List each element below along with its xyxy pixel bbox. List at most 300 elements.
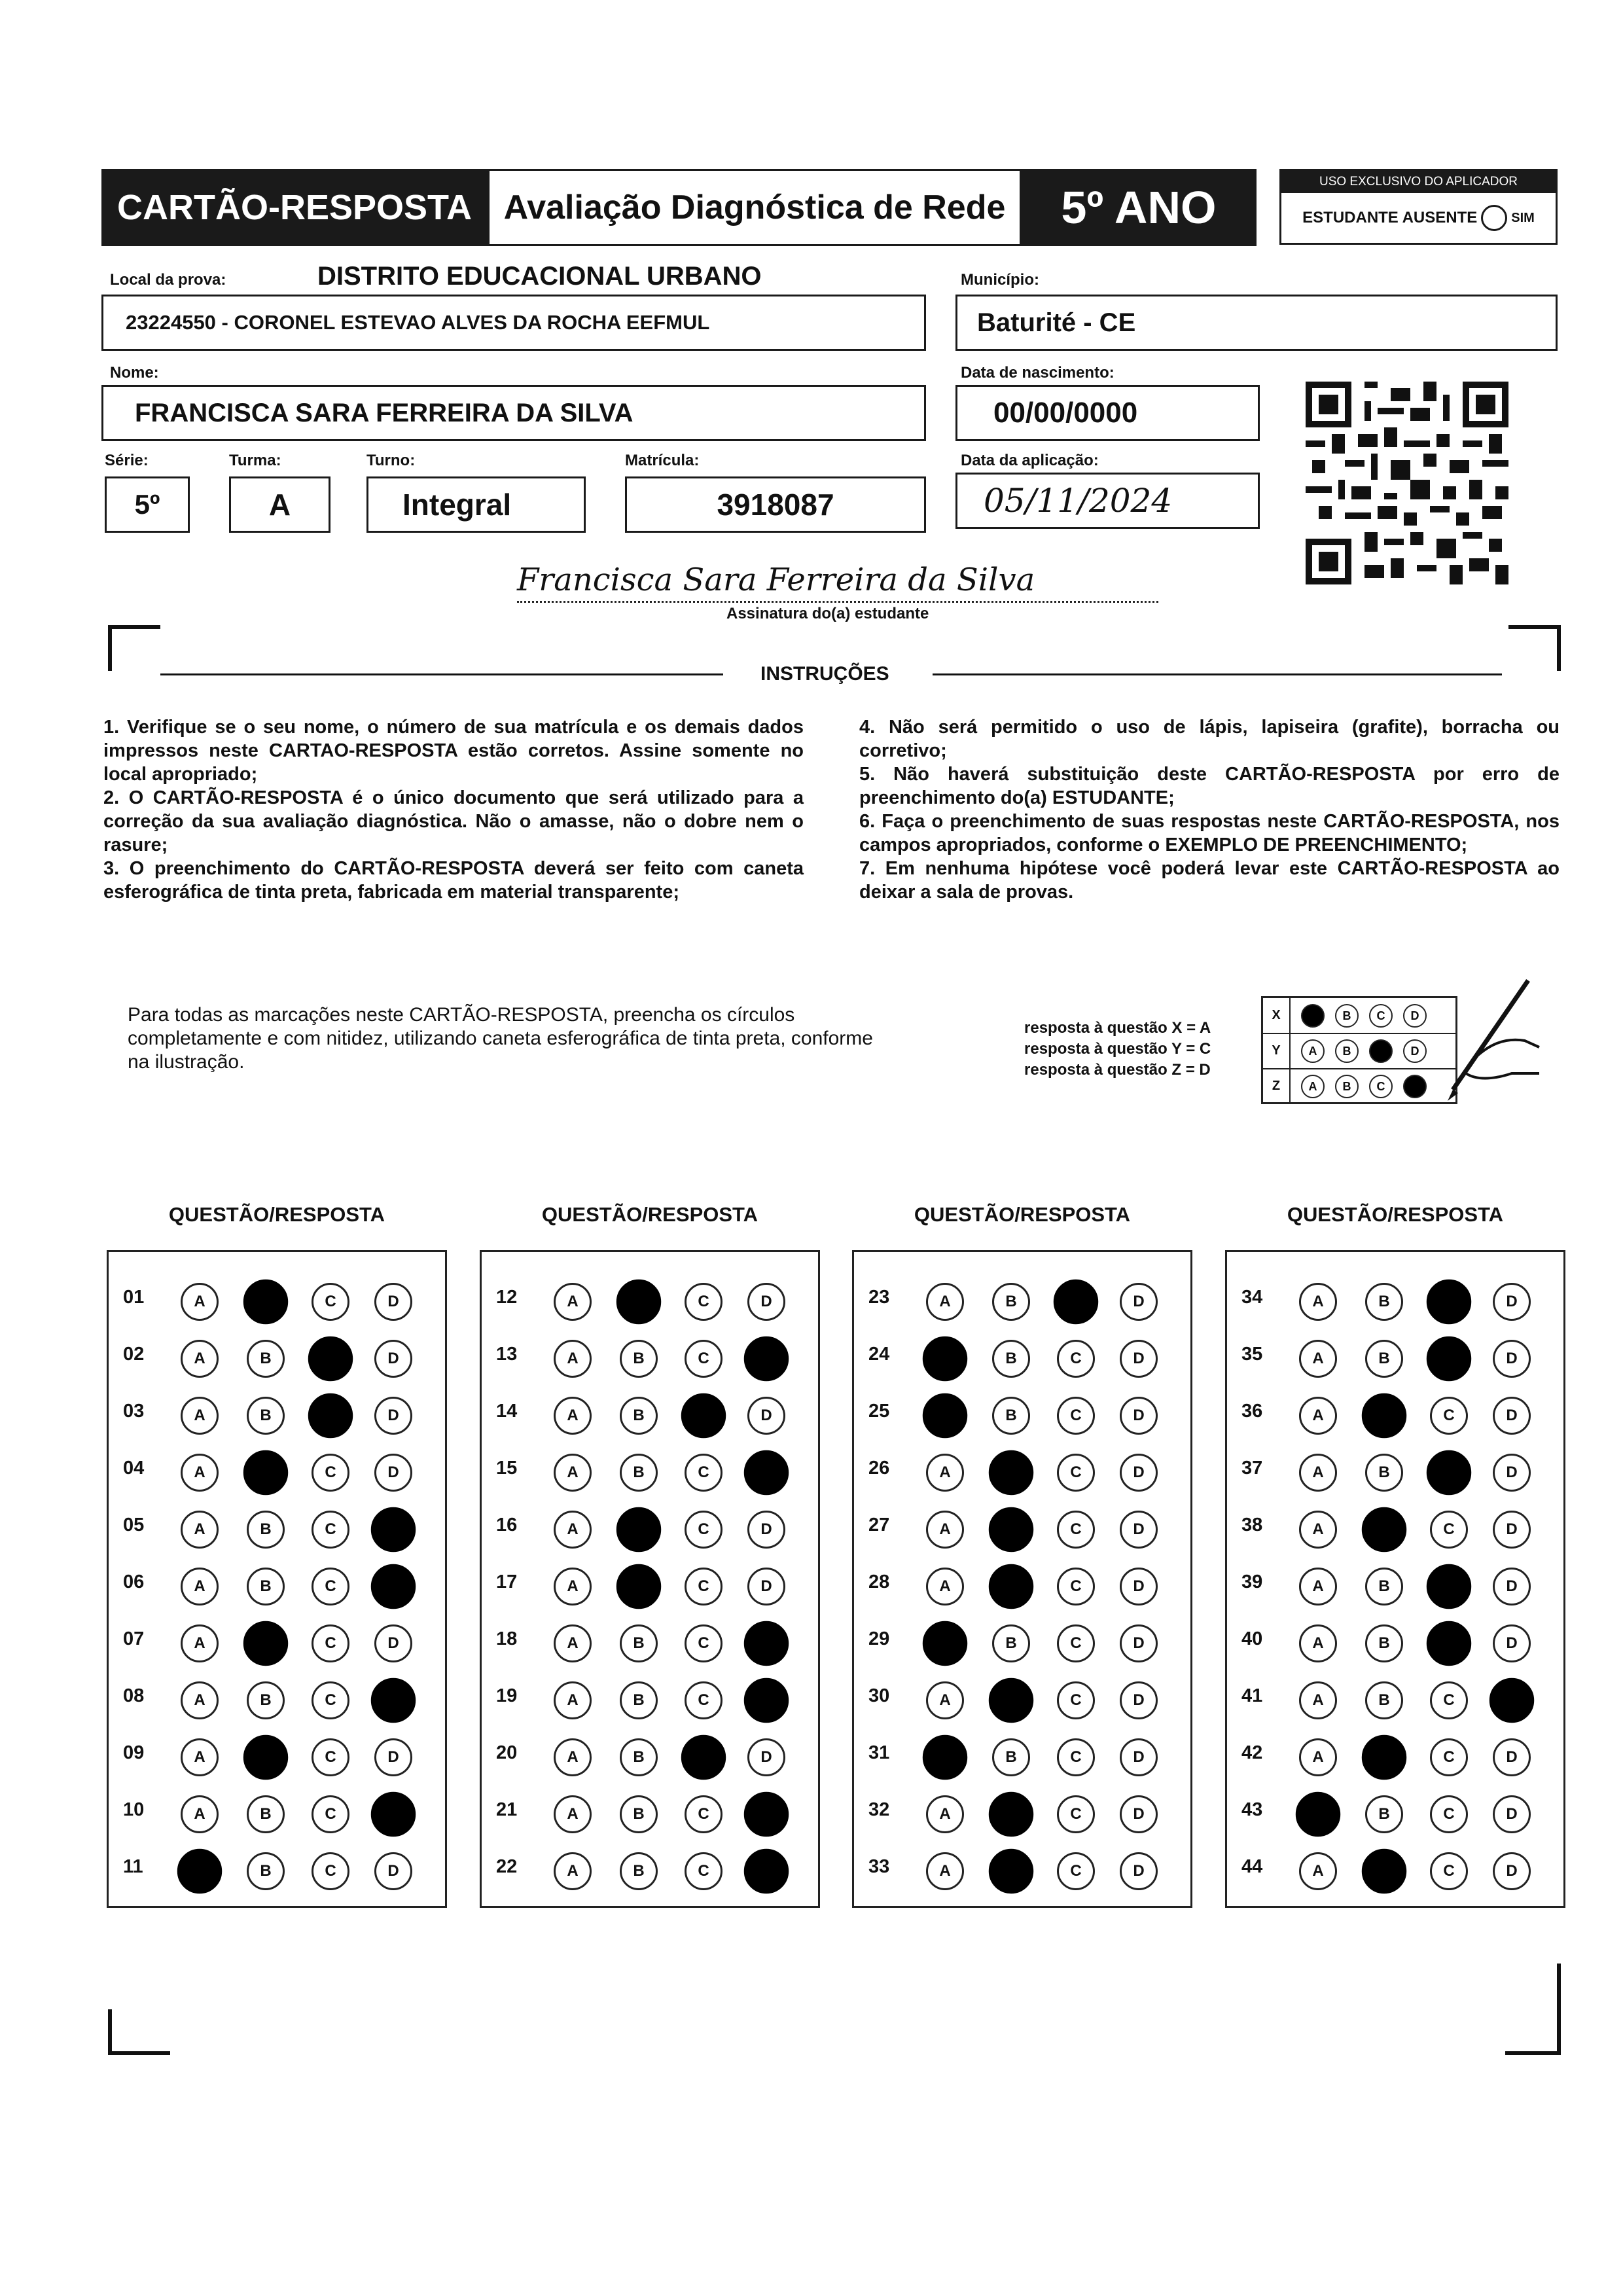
example-bubble-c: C bbox=[1369, 1004, 1393, 1028]
answer-bubble-d[interactable]: D bbox=[1120, 1681, 1158, 1719]
answer-bubble-d[interactable]: D bbox=[1493, 1795, 1531, 1833]
answer-bubble-b[interactable]: B bbox=[247, 1681, 285, 1719]
answer-bubble-c[interactable]: C bbox=[681, 1735, 726, 1780]
instructions-left bbox=[103, 715, 804, 904]
absent-checkbox[interactable] bbox=[1481, 205, 1507, 231]
question-row bbox=[854, 1731, 1190, 1783]
question-row bbox=[109, 1617, 445, 1669]
answer-bubble-b[interactable]: B bbox=[1365, 1340, 1403, 1378]
answer-bubble-d[interactable]: D bbox=[1120, 1568, 1158, 1605]
question-number: 21 bbox=[496, 1799, 518, 1820]
answer-bubble-d[interactable]: D bbox=[1120, 1283, 1158, 1321]
answer-bubble-b[interactable]: B bbox=[620, 1681, 658, 1719]
answer-bubble-b[interactable]: B bbox=[616, 1564, 661, 1609]
question-row bbox=[1227, 1332, 1563, 1384]
answer-bubble-b[interactable]: B bbox=[620, 1738, 658, 1776]
answer-bubble-a[interactable]: A bbox=[181, 1568, 219, 1605]
answer-bubble-c[interactable]: C bbox=[681, 1393, 726, 1438]
question-row bbox=[109, 1787, 445, 1840]
answer-bubble-d[interactable]: D bbox=[374, 1624, 412, 1662]
question-row bbox=[482, 1844, 818, 1897]
instructions-right bbox=[859, 715, 1560, 904]
nascimento-label: Data de nascimento: bbox=[961, 364, 1115, 382]
question-number: 38 bbox=[1241, 1515, 1263, 1535]
answer-bubble-d[interactable]: D bbox=[374, 1852, 412, 1890]
answer-bubble-c[interactable]: C bbox=[685, 1624, 722, 1662]
question-number: 09 bbox=[123, 1742, 145, 1763]
answer-bubble-b[interactable]: B bbox=[247, 1568, 285, 1605]
answer-bubble-b[interactable]: B bbox=[247, 1340, 285, 1378]
answer-bubble-c[interactable]: C bbox=[1057, 1568, 1095, 1605]
question-number: 08 bbox=[123, 1685, 145, 1706]
question-row bbox=[482, 1617, 818, 1669]
instruction-5: 5. Não haverá substituição deste CARTÃO-RESPOSTA por erro de preenchimento do(a) ESTUDANTE; bbox=[859, 764, 1560, 808]
answer-bubble-a[interactable]: A bbox=[1299, 1340, 1337, 1378]
answer-bubble-c[interactable]: C bbox=[1427, 1450, 1471, 1495]
answer-bubble-b[interactable]: B bbox=[1362, 1735, 1406, 1780]
answer-column-title-4: QUESTÃO/RESPOSTA bbox=[1287, 1203, 1504, 1226]
question-number: 05 bbox=[123, 1515, 145, 1535]
answer-bubble-c[interactable]: C bbox=[685, 1283, 722, 1321]
answer-bubble-a[interactable]: A bbox=[181, 1511, 219, 1549]
answer-bubble-b[interactable]: B bbox=[620, 1454, 658, 1492]
answer-bubble-b[interactable]: B bbox=[992, 1283, 1030, 1321]
answer-bubble-c[interactable]: C bbox=[312, 1852, 349, 1890]
question-row bbox=[482, 1674, 818, 1726]
answer-bubble-a[interactable]: A bbox=[554, 1852, 592, 1890]
answer-bubble-d[interactable]: D bbox=[1120, 1454, 1158, 1492]
nome-field: FRANCISCA SARA FERREIRA DA SILVA bbox=[101, 385, 926, 441]
answer-bubble-a[interactable]: A bbox=[554, 1283, 592, 1321]
answer-bubble-d[interactable]: D bbox=[1489, 1678, 1534, 1723]
answer-bubble-c[interactable]: C bbox=[312, 1283, 349, 1321]
question-number: 37 bbox=[1241, 1458, 1263, 1479]
answer-bubble-b[interactable]: B bbox=[1365, 1283, 1403, 1321]
answer-bubble-a[interactable]: A bbox=[923, 1393, 967, 1438]
answer-bubble-d[interactable]: D bbox=[1120, 1340, 1158, 1378]
question-row bbox=[109, 1503, 445, 1555]
question-row bbox=[854, 1446, 1190, 1498]
question-number: 36 bbox=[1241, 1401, 1263, 1422]
answer-bubble-c[interactable]: C bbox=[685, 1568, 722, 1605]
answer-bubble-c[interactable]: C bbox=[1057, 1454, 1095, 1492]
answer-bubble-c[interactable]: C bbox=[1427, 1336, 1471, 1381]
question-number: 27 bbox=[868, 1515, 890, 1535]
question-row bbox=[854, 1844, 1190, 1897]
instructions-title: INSTRUÇÕES bbox=[760, 663, 889, 685]
answer-bubble-b[interactable]: B bbox=[992, 1340, 1030, 1378]
answer-bubble-a[interactable]: A bbox=[1299, 1852, 1337, 1890]
question-row bbox=[854, 1787, 1190, 1840]
answer-bubble-b[interactable]: B bbox=[989, 1507, 1033, 1552]
answer-bubble-b[interactable]: B bbox=[992, 1397, 1030, 1435]
answer-bubble-a[interactable]: A bbox=[1296, 1792, 1340, 1837]
answer-bubble-c[interactable]: C bbox=[312, 1568, 349, 1605]
answer-bubble-d[interactable]: D bbox=[1493, 1397, 1531, 1435]
question-number: 34 bbox=[1241, 1287, 1263, 1308]
answer-bubble-d[interactable]: D bbox=[1120, 1852, 1158, 1890]
answer-panel-2 bbox=[480, 1250, 820, 1908]
answer-bubble-a[interactable]: A bbox=[926, 1511, 964, 1549]
answer-bubble-c[interactable]: C bbox=[312, 1738, 349, 1776]
answer-column-title-2: QUESTÃO/RESPOSTA bbox=[541, 1203, 758, 1226]
answer-bubble-c[interactable]: C bbox=[1430, 1852, 1468, 1890]
answer-bubble-c[interactable]: C bbox=[1057, 1795, 1095, 1833]
answer-bubble-d[interactable]: D bbox=[371, 1678, 416, 1723]
aplicacao-label: Data da aplicação: bbox=[961, 452, 1099, 469]
pen-illustration-icon bbox=[1427, 975, 1541, 1106]
signature-label: Assinatura do(a) estudante bbox=[726, 605, 929, 622]
answer-bubble-a[interactable]: A bbox=[1299, 1454, 1337, 1492]
answer-bubble-c[interactable]: C bbox=[1057, 1397, 1095, 1435]
answer-bubble-a[interactable]: A bbox=[177, 1849, 222, 1893]
answer-bubble-a[interactable]: A bbox=[181, 1738, 219, 1776]
answer-bubble-d[interactable]: D bbox=[1120, 1397, 1158, 1435]
nascimento-field: 00/00/0000 bbox=[955, 385, 1260, 441]
example-bubble-d: D bbox=[1403, 1039, 1427, 1063]
example-row-label: X bbox=[1263, 998, 1291, 1034]
answer-bubble-b[interactable]: B bbox=[992, 1738, 1030, 1776]
answer-bubble-d[interactable]: D bbox=[747, 1511, 785, 1549]
answer-bubble-a[interactable]: A bbox=[1299, 1397, 1337, 1435]
question-number: 35 bbox=[1241, 1344, 1263, 1365]
answer-bubble-a[interactable]: A bbox=[1299, 1738, 1337, 1776]
example-bubble-a: A bbox=[1301, 1075, 1325, 1098]
question-row bbox=[1227, 1844, 1563, 1897]
answer-bubble-a[interactable]: A bbox=[554, 1624, 592, 1662]
question-number: 16 bbox=[496, 1515, 518, 1535]
answer-bubble-a[interactable]: A bbox=[1299, 1283, 1337, 1321]
answer-bubble-c[interactable]: C bbox=[1430, 1738, 1468, 1776]
answer-bubble-c[interactable]: C bbox=[1430, 1681, 1468, 1719]
serie-field: 5º bbox=[105, 476, 190, 533]
question-row bbox=[854, 1560, 1190, 1612]
example-bubble-d: D bbox=[1403, 1075, 1427, 1098]
local-label: Local da prova: bbox=[110, 271, 226, 289]
question-number: 44 bbox=[1241, 1856, 1263, 1877]
answer-bubble-a[interactable]: A bbox=[181, 1397, 219, 1435]
question-row bbox=[109, 1731, 445, 1783]
example-bubble-b: B bbox=[1335, 1039, 1359, 1063]
answer-bubble-b[interactable]: B bbox=[1362, 1849, 1406, 1893]
question-row bbox=[1227, 1275, 1563, 1327]
answer-bubble-c[interactable]: C bbox=[312, 1681, 349, 1719]
question-row bbox=[109, 1446, 445, 1498]
answer-bubble-c[interactable]: C bbox=[312, 1511, 349, 1549]
question-row bbox=[482, 1332, 818, 1384]
answer-bubble-a[interactable]: A bbox=[554, 1340, 592, 1378]
answer-bubble-a[interactable]: A bbox=[554, 1454, 592, 1492]
question-row bbox=[1227, 1503, 1563, 1555]
answer-bubble-a[interactable]: A bbox=[926, 1568, 964, 1605]
answer-bubble-c[interactable]: C bbox=[685, 1795, 722, 1833]
question-number: 22 bbox=[496, 1856, 518, 1877]
question-row bbox=[1227, 1674, 1563, 1726]
answer-bubble-a[interactable]: A bbox=[181, 1454, 219, 1492]
answer-bubble-d[interactable]: D bbox=[371, 1507, 416, 1552]
question-row bbox=[854, 1275, 1190, 1327]
question-row bbox=[1227, 1560, 1563, 1612]
answer-bubble-b[interactable]: B bbox=[989, 1450, 1033, 1495]
answer-bubble-a[interactable]: A bbox=[554, 1397, 592, 1435]
absent-label: ESTUDANTE AUSENTE bbox=[1302, 209, 1478, 226]
answer-bubble-d[interactable]: D bbox=[1120, 1795, 1158, 1833]
question-row bbox=[109, 1389, 445, 1441]
answer-bubble-b[interactable]: B bbox=[1365, 1568, 1403, 1605]
answer-bubble-c[interactable]: C bbox=[1057, 1738, 1095, 1776]
question-number: 20 bbox=[496, 1742, 518, 1763]
answer-bubble-a[interactable]: A bbox=[554, 1681, 592, 1719]
example-row-label: Y bbox=[1263, 1033, 1291, 1069]
question-number: 33 bbox=[868, 1856, 890, 1877]
answer-bubble-b[interactable]: B bbox=[247, 1852, 285, 1890]
question-number: 25 bbox=[868, 1401, 890, 1422]
question-number: 28 bbox=[868, 1571, 890, 1592]
answer-bubble-c[interactable]: C bbox=[1057, 1340, 1095, 1378]
answer-bubble-c[interactable]: C bbox=[685, 1681, 722, 1719]
question-row bbox=[109, 1674, 445, 1726]
card-title: CARTÃO-RESPOSTA bbox=[101, 169, 488, 246]
answer-bubble-c[interactable]: C bbox=[1057, 1511, 1095, 1549]
example-lines bbox=[1024, 1018, 1211, 1081]
answer-bubble-a[interactable]: A bbox=[181, 1624, 219, 1662]
answer-bubble-d[interactable]: D bbox=[744, 1450, 789, 1495]
answer-bubble-a[interactable]: A bbox=[554, 1511, 592, 1549]
applicator-label: USO EXCLUSIVO DO APLICADOR bbox=[1281, 171, 1556, 193]
answer-bubble-b[interactable]: B bbox=[989, 1678, 1033, 1723]
question-number: 19 bbox=[496, 1685, 518, 1706]
answer-bubble-d[interactable]: D bbox=[1493, 1624, 1531, 1662]
answer-bubble-d[interactable]: D bbox=[1493, 1511, 1531, 1549]
turma-field: A bbox=[229, 476, 330, 533]
answer-bubble-d[interactable]: D bbox=[744, 1336, 789, 1381]
answer-bubble-b[interactable]: B bbox=[243, 1621, 288, 1666]
answer-column-title-3: QUESTÃO/RESPOSTA bbox=[914, 1203, 1131, 1226]
answer-bubble-a[interactable]: A bbox=[926, 1283, 964, 1321]
question-number: 23 bbox=[868, 1287, 890, 1308]
answer-bubble-c[interactable]: C bbox=[685, 1454, 722, 1492]
answer-bubble-c[interactable]: C bbox=[312, 1624, 349, 1662]
answer-bubble-c[interactable]: C bbox=[1430, 1511, 1468, 1549]
answer-bubble-a[interactable]: A bbox=[926, 1795, 964, 1833]
example-bubble-c: C bbox=[1369, 1075, 1393, 1098]
answer-bubble-d[interactable]: D bbox=[1120, 1738, 1158, 1776]
answer-bubble-d[interactable]: D bbox=[1493, 1568, 1531, 1605]
answer-bubble-d[interactable]: D bbox=[747, 1397, 785, 1435]
answer-bubble-b[interactable]: B bbox=[989, 1792, 1033, 1837]
answer-bubble-a[interactable]: A bbox=[181, 1681, 219, 1719]
answer-bubble-c[interactable]: C bbox=[1427, 1621, 1471, 1666]
aplicacao-field: 05/11/2024 bbox=[955, 473, 1260, 529]
question-row bbox=[1227, 1787, 1563, 1840]
answer-bubble-d[interactable]: D bbox=[747, 1738, 785, 1776]
answer-bubble-a[interactable]: A bbox=[181, 1283, 219, 1321]
answer-bubble-c[interactable]: C bbox=[1057, 1681, 1095, 1719]
answer-bubble-a[interactable]: A bbox=[1299, 1568, 1337, 1605]
answer-bubble-b[interactable]: B bbox=[620, 1795, 658, 1833]
answer-bubble-a[interactable]: A bbox=[181, 1795, 219, 1833]
answer-bubble-b[interactable]: B bbox=[247, 1795, 285, 1833]
question-number: 14 bbox=[496, 1401, 518, 1422]
answer-bubble-b[interactable]: B bbox=[620, 1624, 658, 1662]
answer-bubble-b[interactable]: B bbox=[992, 1624, 1030, 1662]
example-bubble-a: A bbox=[1301, 1004, 1325, 1028]
question-number: 17 bbox=[496, 1571, 518, 1592]
answer-bubble-b[interactable]: B bbox=[620, 1852, 658, 1890]
answer-bubble-d[interactable]: D bbox=[744, 1849, 789, 1893]
school-field: 23224550 - CORONEL ESTEVAO ALVES DA ROCHA EEFMUL bbox=[101, 295, 926, 351]
answer-bubble-a[interactable]: A bbox=[926, 1681, 964, 1719]
question-number: 24 bbox=[868, 1344, 890, 1365]
corner-mark-bottom-right bbox=[1557, 1964, 1561, 2055]
question-number: 15 bbox=[496, 1458, 518, 1479]
answer-bubble-a[interactable]: A bbox=[923, 1735, 967, 1780]
answer-bubble-a[interactable]: A bbox=[923, 1336, 967, 1381]
answer-bubble-b[interactable]: B bbox=[616, 1280, 661, 1324]
answer-bubble-d[interactable]: D bbox=[747, 1283, 785, 1321]
example-bubble-c: C bbox=[1369, 1039, 1393, 1063]
serie-label: Série: bbox=[105, 452, 149, 469]
question-number: 13 bbox=[496, 1344, 518, 1365]
answer-bubble-a[interactable]: A bbox=[181, 1340, 219, 1378]
question-number: 31 bbox=[868, 1742, 890, 1763]
answer-bubble-b[interactable]: B bbox=[247, 1511, 285, 1549]
answer-bubble-a[interactable]: A bbox=[926, 1852, 964, 1890]
answer-bubble-a[interactable]: A bbox=[554, 1738, 592, 1776]
answer-bubble-c[interactable]: C bbox=[312, 1795, 349, 1833]
answer-bubble-c[interactable]: C bbox=[1427, 1564, 1471, 1609]
corner-mark-top-right bbox=[1508, 625, 1561, 629]
absent-yes-label: SIM bbox=[1511, 210, 1535, 225]
answer-bubble-a[interactable]: A bbox=[926, 1454, 964, 1492]
answer-bubble-b[interactable]: B bbox=[243, 1450, 288, 1495]
answer-bubble-d[interactable]: D bbox=[374, 1454, 412, 1492]
answer-bubble-c[interactable]: C bbox=[308, 1336, 353, 1381]
answer-bubble-d[interactable]: D bbox=[1120, 1511, 1158, 1549]
answer-bubble-d[interactable]: D bbox=[1493, 1340, 1531, 1378]
question-row bbox=[482, 1503, 818, 1555]
answer-bubble-a[interactable]: A bbox=[1299, 1681, 1337, 1719]
answer-bubble-b[interactable]: B bbox=[243, 1280, 288, 1324]
question-number: 02 bbox=[123, 1344, 145, 1365]
answer-bubble-a[interactable]: A bbox=[554, 1795, 592, 1833]
question-row bbox=[1227, 1617, 1563, 1669]
answer-bubble-b[interactable]: B bbox=[1362, 1507, 1406, 1552]
answer-bubble-d[interactable]: D bbox=[744, 1621, 789, 1666]
answer-bubble-b[interactable]: B bbox=[989, 1849, 1033, 1893]
answer-bubble-b[interactable]: B bbox=[1365, 1681, 1403, 1719]
answer-bubble-b[interactable]: B bbox=[989, 1564, 1033, 1609]
answer-bubble-a[interactable]: A bbox=[1299, 1624, 1337, 1662]
question-number: 12 bbox=[496, 1287, 518, 1308]
answer-bubble-d[interactable]: D bbox=[374, 1397, 412, 1435]
answer-bubble-c[interactable]: C bbox=[308, 1393, 353, 1438]
example-bubble-b: B bbox=[1335, 1004, 1359, 1028]
question-row bbox=[854, 1617, 1190, 1669]
matricula-field: 3918087 bbox=[625, 476, 926, 533]
answer-bubble-d[interactable]: D bbox=[1493, 1852, 1531, 1890]
corner-mark-bottom-left-h bbox=[108, 2051, 170, 2055]
answer-bubble-d[interactable]: D bbox=[374, 1283, 412, 1321]
answer-bubble-d[interactable]: D bbox=[747, 1568, 785, 1605]
answer-bubble-d[interactable]: D bbox=[374, 1340, 412, 1378]
turno-field: Integral bbox=[366, 476, 586, 533]
answer-bubble-d[interactable]: D bbox=[371, 1792, 416, 1837]
question-number: 32 bbox=[868, 1799, 890, 1820]
question-number: 30 bbox=[868, 1685, 890, 1706]
answer-bubble-d[interactable]: D bbox=[374, 1738, 412, 1776]
question-row bbox=[482, 1446, 818, 1498]
question-row bbox=[109, 1844, 445, 1897]
question-row bbox=[482, 1787, 818, 1840]
answer-bubble-b[interactable]: B bbox=[620, 1340, 658, 1378]
corner-mark-bottom-left bbox=[108, 2009, 112, 2055]
corner-mark-bottom-right-h bbox=[1505, 2051, 1561, 2055]
qr-code bbox=[1306, 382, 1508, 584]
answer-panel-1 bbox=[107, 1250, 447, 1908]
answer-bubble-c[interactable]: C bbox=[312, 1454, 349, 1492]
instruction-1: 1. Verifique se o seu nome, o número de sua matrícula e os demais dados impressos neste CARTAO-RESPOSTA estão corretos. Assine somente no local apropriado; bbox=[103, 717, 804, 785]
question-row bbox=[482, 1389, 818, 1441]
answer-bubble-a[interactable]: A bbox=[554, 1568, 592, 1605]
example-bubble-a: A bbox=[1301, 1039, 1325, 1063]
answer-bubble-a[interactable]: A bbox=[923, 1621, 967, 1666]
answer-bubble-b[interactable]: B bbox=[1362, 1393, 1406, 1438]
corner-mark-top-left-v bbox=[108, 625, 112, 671]
applicator-box bbox=[1279, 169, 1558, 245]
answer-bubble-c[interactable]: C bbox=[1057, 1624, 1095, 1662]
answer-panel-4 bbox=[1225, 1250, 1565, 1908]
question-number: 40 bbox=[1241, 1628, 1263, 1649]
grade-badge: 5º ANO bbox=[1021, 169, 1257, 246]
answer-bubble-b[interactable]: B bbox=[1365, 1624, 1403, 1662]
answer-bubble-d[interactable]: D bbox=[1493, 1738, 1531, 1776]
answer-panel-3 bbox=[852, 1250, 1192, 1908]
answer-bubble-c[interactable]: C bbox=[1054, 1280, 1098, 1324]
answer-bubble-c[interactable]: C bbox=[1430, 1397, 1468, 1435]
answer-bubble-c[interactable]: C bbox=[1057, 1852, 1095, 1890]
answer-bubble-b[interactable]: B bbox=[243, 1735, 288, 1780]
answer-bubble-d[interactable]: D bbox=[1493, 1454, 1531, 1492]
divider-left bbox=[160, 673, 723, 675]
answer-bubble-d[interactable]: D bbox=[371, 1564, 416, 1609]
answer-bubble-c[interactable]: C bbox=[1430, 1795, 1468, 1833]
turma-label: Turma: bbox=[229, 452, 281, 469]
answer-bubble-d[interactable]: D bbox=[744, 1792, 789, 1837]
question-number: 01 bbox=[123, 1287, 145, 1308]
nome-label: Nome: bbox=[110, 364, 159, 382]
answer-bubble-b[interactable]: B bbox=[620, 1397, 658, 1435]
answer-bubble-b[interactable]: B bbox=[1365, 1454, 1403, 1492]
answer-bubble-d[interactable]: D bbox=[1120, 1624, 1158, 1662]
answer-bubble-c[interactable]: C bbox=[685, 1511, 722, 1549]
answer-bubble-d[interactable]: D bbox=[1493, 1283, 1531, 1321]
answer-bubble-d[interactable]: D bbox=[744, 1678, 789, 1723]
example-bubble-b: B bbox=[1335, 1075, 1359, 1098]
answer-bubble-b[interactable]: B bbox=[616, 1507, 661, 1552]
answer-bubble-a[interactable]: A bbox=[1299, 1511, 1337, 1549]
answer-bubble-b[interactable]: B bbox=[247, 1397, 285, 1435]
answer-bubble-b[interactable]: B bbox=[1365, 1795, 1403, 1833]
question-number: 43 bbox=[1241, 1799, 1263, 1820]
answer-bubble-c[interactable]: C bbox=[1427, 1280, 1471, 1324]
corner-mark-top-left bbox=[108, 625, 160, 629]
fill-note: Para todas as marcações neste CARTÃO-RESPOSTA, preencha os círculos completamente e com nitidez, utilizando caneta esferográfica de tinta preta, conforme na ilustração. bbox=[128, 1004, 873, 1073]
question-number: 29 bbox=[868, 1628, 890, 1649]
answer-bubble-c[interactable]: C bbox=[685, 1852, 722, 1890]
answer-bubble-c[interactable]: C bbox=[685, 1340, 722, 1378]
question-row bbox=[854, 1332, 1190, 1384]
